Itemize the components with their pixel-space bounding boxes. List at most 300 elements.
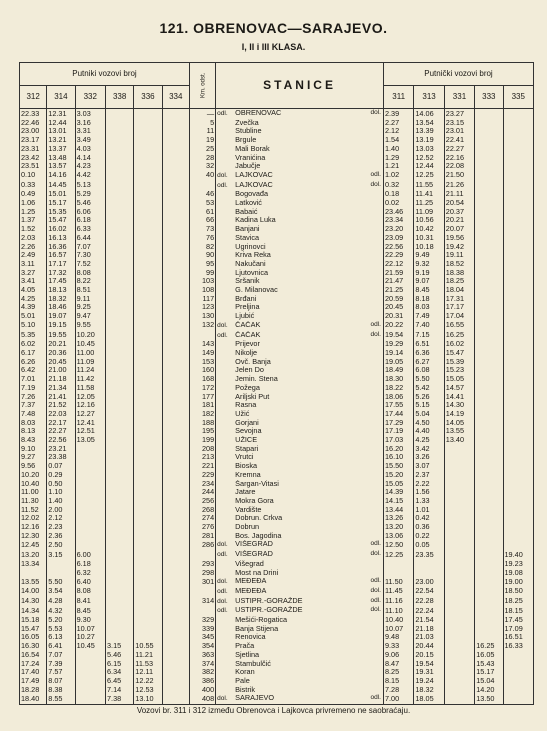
table-row (20, 497, 534, 506)
time-cell: 14.39 (383, 488, 413, 497)
time-cell: 2.23 (47, 523, 75, 532)
time-cell: 16.54 (20, 651, 47, 660)
time-cell (475, 340, 503, 349)
km-cell: 276 (189, 523, 215, 532)
station-cell (216, 225, 384, 234)
time-cell: 7.00 (383, 694, 413, 704)
station-cell (216, 606, 384, 616)
time-cell: 12.25 (414, 171, 444, 181)
time-cell: 7.07 (75, 243, 105, 252)
time-cell: 8.25 (383, 668, 413, 677)
time-cell (134, 633, 162, 642)
time-cell: 11.50 (383, 577, 413, 587)
time-cell (444, 506, 474, 515)
time-cell (475, 286, 503, 295)
time-cell (503, 154, 534, 163)
km-cell (189, 606, 215, 616)
time-cell (475, 606, 503, 616)
time-cell: 21.34 (47, 384, 75, 393)
time-cell: 6.51 (414, 340, 444, 349)
time-cell: 23.21 (47, 445, 75, 454)
train-number-header: 312 (20, 86, 47, 109)
station-cell (216, 277, 384, 286)
time-cell (475, 136, 503, 145)
km-cell: 363 (189, 651, 215, 660)
time-cell: 13.03 (414, 145, 444, 154)
table-row (20, 540, 534, 550)
time-cell (162, 225, 189, 234)
station-cell (216, 190, 384, 199)
time-cell (134, 216, 162, 225)
time-cell: 0.42 (414, 514, 444, 523)
time-cell (503, 532, 534, 541)
time-cell (105, 462, 133, 471)
time-cell (444, 606, 474, 616)
time-cell (105, 445, 133, 454)
time-cell: 18.13 (47, 286, 75, 295)
time-cell (444, 677, 474, 686)
time-cell: 13.21 (47, 136, 75, 145)
table-row (20, 597, 534, 607)
time-cell: 7.52 (75, 260, 105, 269)
time-cell: 18.32 (414, 686, 444, 695)
station-cell (216, 550, 384, 560)
station-name: Koran (235, 668, 255, 677)
km-cell: 329 (189, 616, 215, 625)
time-cell: 20.31 (383, 312, 413, 321)
time-cell: 7.39 (47, 660, 75, 669)
table-row (20, 523, 534, 532)
time-cell: 21.11 (444, 190, 474, 199)
km-cell: 286 (189, 540, 215, 550)
time-cell: 17.19 (383, 427, 413, 436)
km-cell: 143 (189, 340, 215, 349)
footnote: Vozovi br. 311 i 312 između Obrenovca i Lajkovca privremeno ne saobraćaju. (136, 706, 411, 715)
time-cell (414, 569, 444, 578)
time-cell (134, 506, 162, 515)
arrival-departure-marker: dol. (370, 109, 381, 116)
time-cell: 22.17 (47, 419, 75, 428)
time-cell: 7.07 (47, 651, 75, 660)
arrival-departure-marker: odl. (370, 170, 381, 178)
time-cell: 16.33 (503, 642, 534, 651)
time-cell: 14.45 (47, 181, 75, 191)
time-cell: 0.10 (20, 171, 47, 181)
table-row (20, 349, 534, 358)
station-name: Most na Drini (235, 568, 279, 577)
time-cell: 10.07 (383, 625, 413, 634)
time-cell (134, 162, 162, 171)
station-name: Ariljski Put (235, 392, 270, 401)
time-cell: 2.49 (20, 251, 47, 260)
table-row (20, 550, 534, 560)
time-cell (475, 401, 503, 410)
time-cell (444, 540, 474, 550)
time-cell: 9.47 (75, 312, 105, 321)
time-cell (75, 677, 105, 686)
station-cell (216, 471, 384, 480)
station-cell (216, 506, 384, 515)
time-cell: 4.40 (414, 427, 444, 436)
time-cell: 15.01 (47, 190, 75, 199)
station-cell (216, 145, 384, 154)
time-cell: 13.54 (414, 119, 444, 128)
time-cell (475, 225, 503, 234)
station-cell (216, 668, 384, 677)
time-cell: 8.45 (75, 606, 105, 616)
time-cell: 10.56 (414, 216, 444, 225)
time-cell (105, 560, 133, 569)
station-name: Nikolje (235, 348, 258, 357)
time-cell (503, 162, 534, 171)
right-group-header: Putnički vozovi broj (383, 63, 533, 86)
table-row (20, 321, 534, 331)
time-cell: 12.44 (414, 162, 444, 171)
time-cell (503, 686, 534, 695)
station-cell (216, 480, 384, 489)
time-cell (162, 606, 189, 616)
time-cell: 11.45 (383, 587, 413, 597)
time-cell: 14.30 (20, 597, 47, 607)
time-cell: 2.12 (383, 127, 413, 136)
table-row (20, 375, 534, 384)
station-cell (216, 569, 384, 578)
time-cell (475, 445, 503, 454)
time-cell (162, 181, 189, 191)
time-cell: 1.54 (383, 136, 413, 145)
km-cell: 314 (189, 597, 215, 607)
time-cell: 18.49 (383, 366, 413, 375)
time-cell (503, 171, 534, 181)
time-cell: 8.43 (20, 436, 47, 445)
station-name: Sevojna (235, 427, 262, 436)
time-cell: 8.07 (47, 677, 75, 686)
time-cell (475, 488, 503, 497)
km-cell: 177 (189, 393, 215, 402)
time-cell (503, 190, 534, 199)
time-cell: 12.45 (20, 540, 47, 550)
time-cell: 1.56 (414, 488, 444, 497)
time-cell (475, 375, 503, 384)
time-cell: 4.05 (20, 286, 47, 295)
time-cell (503, 303, 534, 312)
km-cell: 256 (189, 497, 215, 506)
time-cell (162, 497, 189, 506)
time-cell (134, 625, 162, 634)
time-cell (105, 480, 133, 489)
train-number-header: 336 (134, 86, 162, 109)
time-cell (162, 419, 189, 428)
time-cell: 4.32 (47, 606, 75, 616)
time-cell: 6.32 (75, 569, 105, 578)
station-name: Gorjani (235, 418, 259, 427)
time-cell (444, 523, 474, 532)
time-cell (105, 393, 133, 402)
time-cell: 6.13 (47, 633, 75, 642)
time-cell (134, 480, 162, 489)
time-cell: 17.45 (503, 616, 534, 625)
time-cell (134, 277, 162, 286)
time-cell (444, 694, 474, 704)
time-cell: 3.54 (47, 587, 75, 597)
time-cell: 19.08 (503, 569, 534, 578)
station-cell (216, 642, 384, 651)
time-cell (134, 393, 162, 402)
time-cell (162, 410, 189, 419)
time-cell: 11.53 (134, 660, 162, 669)
time-cell (105, 384, 133, 393)
station-name: Prača (235, 642, 255, 651)
arrival-departure-marker: odl. (370, 694, 381, 702)
table-row (20, 445, 534, 454)
time-cell: 17.40 (20, 668, 47, 677)
time-cell (503, 514, 534, 523)
time-cell: 2.39 (383, 109, 413, 119)
time-cell (105, 243, 133, 252)
time-cell (475, 616, 503, 625)
time-cell (105, 277, 133, 286)
time-cell: 8.22 (75, 277, 105, 286)
time-cell (105, 225, 133, 234)
station-cell (216, 260, 384, 269)
table-row (20, 208, 534, 217)
time-cell: 16.25 (475, 642, 503, 651)
station-cell (216, 532, 384, 541)
table-row (20, 480, 534, 489)
km-cell: 132 (189, 321, 215, 331)
train-number-header: 331 (444, 86, 474, 109)
time-cell (162, 190, 189, 199)
station-name: Dobrun (235, 523, 260, 532)
time-cell (475, 321, 503, 331)
time-cell: 10.18 (414, 243, 444, 252)
station-name: VIŠEGRAD (235, 540, 273, 549)
time-cell (162, 660, 189, 669)
table-row (20, 686, 534, 695)
time-cell (475, 523, 503, 532)
km-cell (189, 550, 215, 560)
km-cell: 213 (189, 453, 215, 462)
time-cell (75, 694, 105, 704)
time-cell (444, 587, 474, 597)
time-cell (503, 119, 534, 128)
time-cell (134, 471, 162, 480)
km-cell: 181 (189, 401, 215, 410)
time-cell (475, 514, 503, 523)
station-cell (216, 162, 384, 171)
time-cell: 6.33 (75, 225, 105, 234)
time-cell (105, 251, 133, 260)
time-cell: 13.26 (383, 514, 413, 523)
time-cell: 22.27 (47, 427, 75, 436)
time-cell (444, 497, 474, 506)
time-cell (475, 145, 503, 154)
time-cell: 20.21 (47, 340, 75, 349)
station-name: Višegrad (235, 559, 264, 568)
time-cell (475, 260, 503, 269)
time-cell: 10.31 (414, 234, 444, 243)
station-cell (216, 453, 384, 462)
time-cell (162, 642, 189, 651)
station-cell (216, 286, 384, 295)
time-cell (105, 569, 133, 578)
time-cell (105, 506, 133, 515)
time-cell (105, 419, 133, 428)
time-cell: 8.41 (75, 597, 105, 607)
time-cell: 0.22 (414, 532, 444, 541)
time-cell (134, 606, 162, 616)
time-cell (503, 136, 534, 145)
time-cell: 19.07 (47, 312, 75, 321)
time-cell: 18.52 (444, 260, 474, 269)
table-row (20, 471, 534, 480)
time-cell (162, 677, 189, 686)
time-cell (162, 154, 189, 163)
time-cell (134, 127, 162, 136)
arrival-departure-marker: odl. (370, 577, 381, 585)
time-cell (475, 171, 503, 181)
table-row (20, 488, 534, 497)
time-cell: 17.17 (444, 303, 474, 312)
station-name: Mali Borak (235, 144, 270, 153)
time-cell (503, 199, 534, 208)
station-cell (216, 616, 384, 625)
station-name: Ljutovnica (235, 268, 269, 277)
time-cell (475, 393, 503, 402)
time-cell (503, 145, 534, 154)
time-cell: 12.22 (134, 677, 162, 686)
time-cell: 0.29 (47, 471, 75, 480)
time-cell: 0.05 (414, 540, 444, 550)
train-number-header: 314 (47, 86, 75, 109)
table-row (20, 633, 534, 642)
station-cell (216, 171, 384, 181)
time-cell: 9.30 (75, 616, 105, 625)
time-cell (162, 384, 189, 393)
time-cell (105, 234, 133, 243)
time-cell: 17.55 (383, 401, 413, 410)
station-name: Banjani (235, 225, 260, 234)
km-cell: 281 (189, 532, 215, 541)
time-cell (105, 208, 133, 217)
time-cell: 18.22 (383, 384, 413, 393)
time-cell (475, 625, 503, 634)
time-cell: 17.32 (47, 269, 75, 278)
station-cell (216, 181, 384, 191)
time-cell (162, 506, 189, 515)
time-cell: 0.33 (20, 181, 47, 191)
time-cell: 9.19 (414, 269, 444, 278)
time-cell: 16.55 (444, 321, 474, 331)
table-row (20, 154, 534, 163)
table-row (20, 419, 534, 428)
time-cell (134, 577, 162, 587)
time-cell: 17.45 (47, 277, 75, 286)
time-cell (162, 145, 189, 154)
timetable (19, 62, 534, 705)
time-cell: 16.05 (475, 651, 503, 660)
time-cell: 11.30 (20, 497, 47, 506)
station-cell (216, 462, 384, 471)
km-cell: 268 (189, 506, 215, 515)
time-cell: 10.40 (383, 616, 413, 625)
time-cell: 9.27 (20, 453, 47, 462)
km-cell: 182 (189, 410, 215, 419)
time-cell: 18.25 (503, 597, 534, 607)
station-name: Mokra Gora (235, 496, 274, 505)
time-cell (134, 119, 162, 128)
time-cell (105, 471, 133, 480)
arrival-departure-marker: odl. (217, 181, 228, 189)
station-cell (216, 243, 384, 252)
station-cell (216, 321, 384, 331)
station-cell (216, 208, 384, 217)
time-cell: 13.20 (20, 550, 47, 560)
time-cell: 15.23 (444, 366, 474, 375)
time-cell (75, 480, 105, 489)
time-cell: 14.30 (444, 401, 474, 410)
time-cell (162, 668, 189, 677)
arrival-departure-marker: odl. (217, 587, 228, 595)
time-cell (444, 577, 474, 587)
time-cell (134, 436, 162, 445)
time-cell (503, 295, 534, 304)
station-cell (216, 694, 384, 704)
table-row (20, 453, 534, 462)
km-cell: 229 (189, 471, 215, 480)
time-cell: 8.51 (75, 286, 105, 295)
time-cell (134, 340, 162, 349)
time-cell (475, 436, 503, 445)
time-cell (162, 171, 189, 181)
time-cell: 21.18 (414, 625, 444, 634)
time-cell: 6.26 (20, 358, 47, 367)
time-cell (105, 532, 133, 541)
station-name: SARAJEVO (235, 694, 275, 703)
time-cell (503, 331, 534, 341)
station-name: Vrutci (235, 453, 254, 462)
time-cell: 13.48 (47, 154, 75, 163)
km-cell: 28 (189, 154, 215, 163)
time-cell (162, 694, 189, 704)
km-cell: 374 (189, 660, 215, 669)
time-cell: 14.00 (20, 587, 47, 597)
time-cell: 10.27 (75, 633, 105, 642)
arrival-departure-marker: dol. (370, 330, 381, 338)
time-cell: 1.52 (20, 225, 47, 234)
time-cell (162, 471, 189, 480)
time-cell (134, 234, 162, 243)
time-cell (134, 560, 162, 569)
time-cell: 7.14 (105, 686, 133, 695)
time-cell (105, 401, 133, 410)
time-cell (162, 243, 189, 252)
time-cell: 18.25 (444, 277, 474, 286)
time-cell (134, 171, 162, 181)
time-cell (475, 216, 503, 225)
station-name: Banja Stijena (235, 624, 279, 633)
time-cell: 6.41 (47, 642, 75, 651)
time-cell (134, 136, 162, 145)
time-cell: 16.02 (47, 225, 75, 234)
time-cell: 1.21 (383, 162, 413, 171)
time-cell (503, 358, 534, 367)
time-cell: 18.50 (503, 587, 534, 597)
time-cell (162, 550, 189, 560)
timetable-body (20, 109, 534, 705)
time-cell: 12.50 (383, 540, 413, 550)
time-cell (444, 660, 474, 669)
